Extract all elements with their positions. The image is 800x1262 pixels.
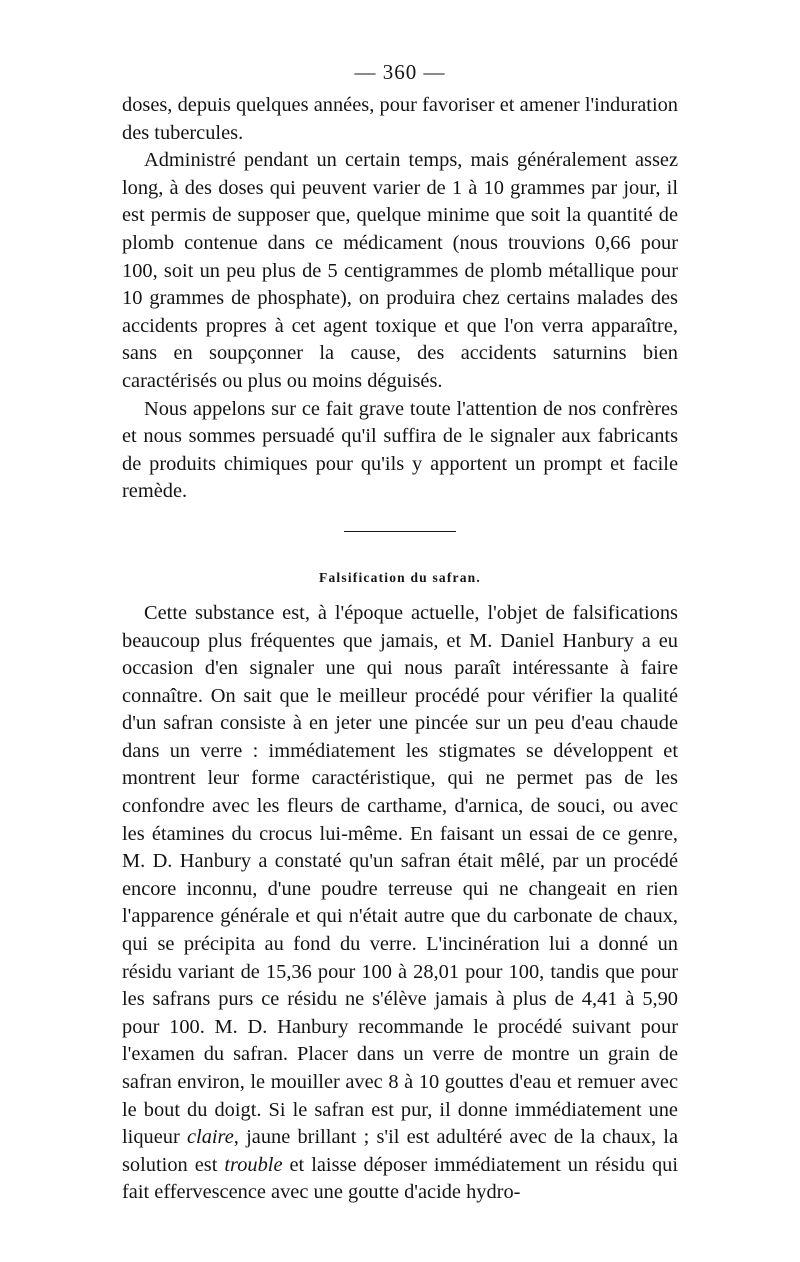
page-number: — 360 — xyxy=(354,60,446,84)
paragraph-lead-dosage: Administré pendant un certain temps, mais généralement assez long, à des doses qui peuvent varier de 1 à 10 grammes par jour, il est permis de supposer que, quelque minime que soit la quantité de plomb contenue dans ce médicament (nous trouvions 0,66 pour 100, soit un peu plus de 5 centigrammes de plomb métallique pour 10 grammes de phosphate), on produira chez certains malades des accidents propres à cet agent toxique et que l'on verra apparaître, sans en soupçonner la cause, des accidents saturnins bien caractérisés ou plus ou moins déguisés. xyxy=(122,149,678,392)
section-title: Falsification du safran. xyxy=(319,569,481,585)
italic-trouble: trouble xyxy=(224,1153,283,1176)
paragraph-continuation: doses, depuis quelques années, pour favoriser et amener l'induration des tubercules. xyxy=(122,94,678,144)
saffron-text-part-2: , jaune brillant ; s'il est adultéré avec de la chaux, la solution est xyxy=(122,1126,679,1176)
saffron-text-part-3: et laisse déposer immédiatement un résidu qui fait effervescence avec une goutte d'acide hydro- xyxy=(122,1153,678,1204)
section-divider xyxy=(344,531,456,532)
italic-claire: claire xyxy=(186,1126,234,1149)
saffron-text-part-1: Cette substance est, à l'époque actuelle, l'objet de falsifications beaucoup plus fréquentes que jamais, et M. Daniel Hanbury a eu occasion d'en signaler une qui nous paraît intéressante à faire connaître. On sait que le meilleur procédé pour vérifier la qualité d'un safran consiste à en jeter une pincée sur un peu d'eau chaude dans un verre : immédiatement les stigmates se développent et montrent leur forme caractéristique, qui ne permet pas de les confondre avec les fleurs de carthame, d'arnica, de souci, ou avec les étamines du crocus lui-même. En faisant un essai de ce genre, M. D. Hanbury a constaté qu'un safran était mêlé, par un procédé encore inconnu, d'une poudre terreuse qui ne changeait en rien l'apparence générale et qui n'était autre que du carbonate de chaux, qui se précipita au fond du verre. L'incinération lui a donné un résidu variant de 15,36 pour 100 à 28,01 pour 100, tandis que pour les safrans purs ce résidu ne s'élève jamais à plus de 4,41 à 5,90 pour 100. M. D. Hanbury recommande le procédé suivant pour l'examen du safran. Placer dans un verre de montre un grain de safran environ, le mouiller avec 8 à 10 gouttes d'eau et remuer avec le bout du doigt. Si le safran est pur, il donne immédiatement une liqueur xyxy=(122,601,678,1149)
paragraph-appeal: Nous appelons sur ce fait grave toute l'attention de nos confrères et nous sommes persuadé qu'il suffira de le signaler aux fabricants de produits chimiques pour qu'ils y apportent un prompt et facile remède. xyxy=(122,397,678,503)
book-page xyxy=(122,58,678,1207)
paragraph-saffron xyxy=(122,600,678,1207)
